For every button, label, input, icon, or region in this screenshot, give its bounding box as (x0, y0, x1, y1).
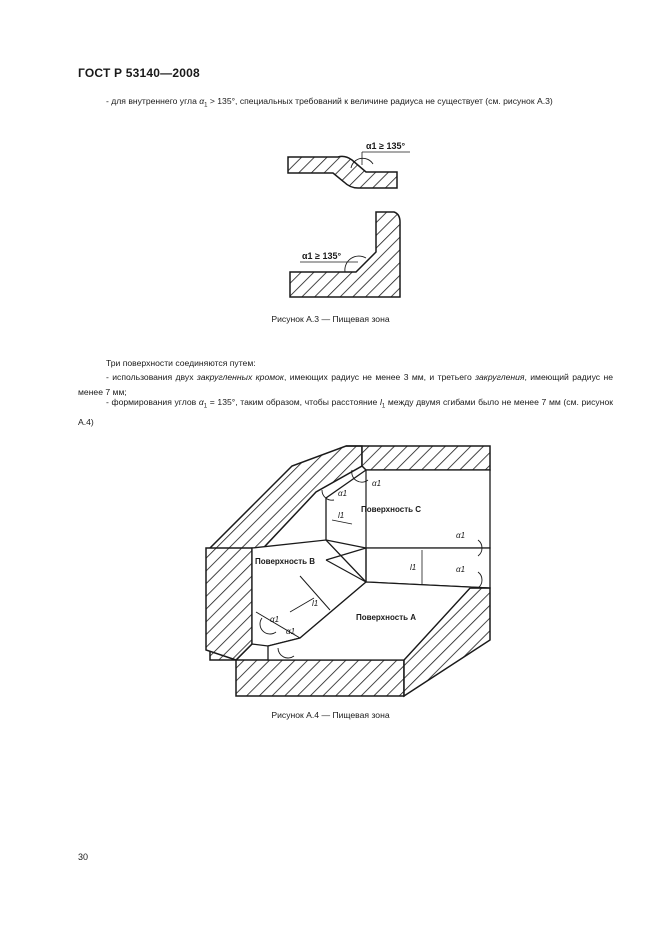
figure-a3-bottom (290, 212, 400, 297)
para1-alpha: α (199, 96, 205, 106)
a4-surface-c-label: Поверхность С (361, 505, 422, 514)
figure-a4-caption: Рисунок А.4 — Пищевая зона (271, 710, 390, 720)
a4-edge-face (366, 548, 490, 588)
a4-l1-label-2: l1 (410, 563, 417, 572)
item1-e: , имеющий радиус не менее 7 мм; (78, 372, 613, 397)
item1-a: - использования двух (106, 372, 197, 382)
a3-top-profile (288, 156, 397, 188)
figure-a4 (206, 446, 490, 696)
a4-alpha-label-2: α1 (372, 479, 382, 488)
figure-a3-top (288, 141, 410, 188)
item2-b: = 135°, таким образом, чтобы расстояние (207, 397, 380, 407)
para1-sub: 1 (204, 102, 208, 109)
a4-alpha-label-3: α1 (456, 531, 466, 540)
item1-c: , имеющих радиус не менее 3 мм, и третьего (283, 372, 476, 382)
item2-sub: 1 (203, 403, 208, 410)
item1-d: закругления (475, 372, 525, 382)
document-header: ГОСТ Р 53140—2008 (78, 66, 200, 80)
item2-alpha: α (198, 397, 204, 407)
para1-text-before: - для внутреннего угла (106, 96, 200, 106)
figure-a3-caption: Рисунок А.3 — Пищевая зона (271, 314, 390, 324)
item2-c: между двумя сгибами было не менее 7 мм (см. рисунок А.4) (78, 397, 613, 427)
a4-alpha-label-6: α1 (286, 627, 296, 636)
a4-l1-label-3: l1 (312, 599, 319, 608)
paragraph-item2 (78, 395, 613, 430)
item1-b: закругленных кромок (196, 372, 284, 382)
a3-top-angle-label: α1 ≥ 135° (366, 141, 406, 151)
a4-surface-a-label: Поверхность А (356, 613, 417, 622)
a4-alpha-label-5: α1 (270, 615, 280, 624)
a4-alpha-label-4: α1 (456, 565, 466, 574)
para1-text-after: > 135°, специальных требований к величине радиуса не существует (см. рисунок А.3) (207, 96, 553, 106)
a4-l1-label-1: l1 (338, 511, 345, 520)
a4-top-wall (346, 446, 490, 470)
paragraph-intro: Три поверхности соединяются путем: (106, 358, 256, 368)
a4-surface-b-label: Поверхность В (255, 557, 316, 566)
item2-a: - формирования углов (106, 397, 199, 407)
a4-bottom-wall (236, 660, 404, 696)
page-number: 30 (78, 852, 89, 862)
a3-bottom-angle-label: α1 ≥ 135° (302, 251, 342, 261)
item2-lsub: 1 (381, 403, 386, 410)
a4-left-block (206, 548, 252, 660)
a4-alpha-label-1: α1 (338, 489, 348, 498)
item2-l: l (379, 397, 382, 407)
